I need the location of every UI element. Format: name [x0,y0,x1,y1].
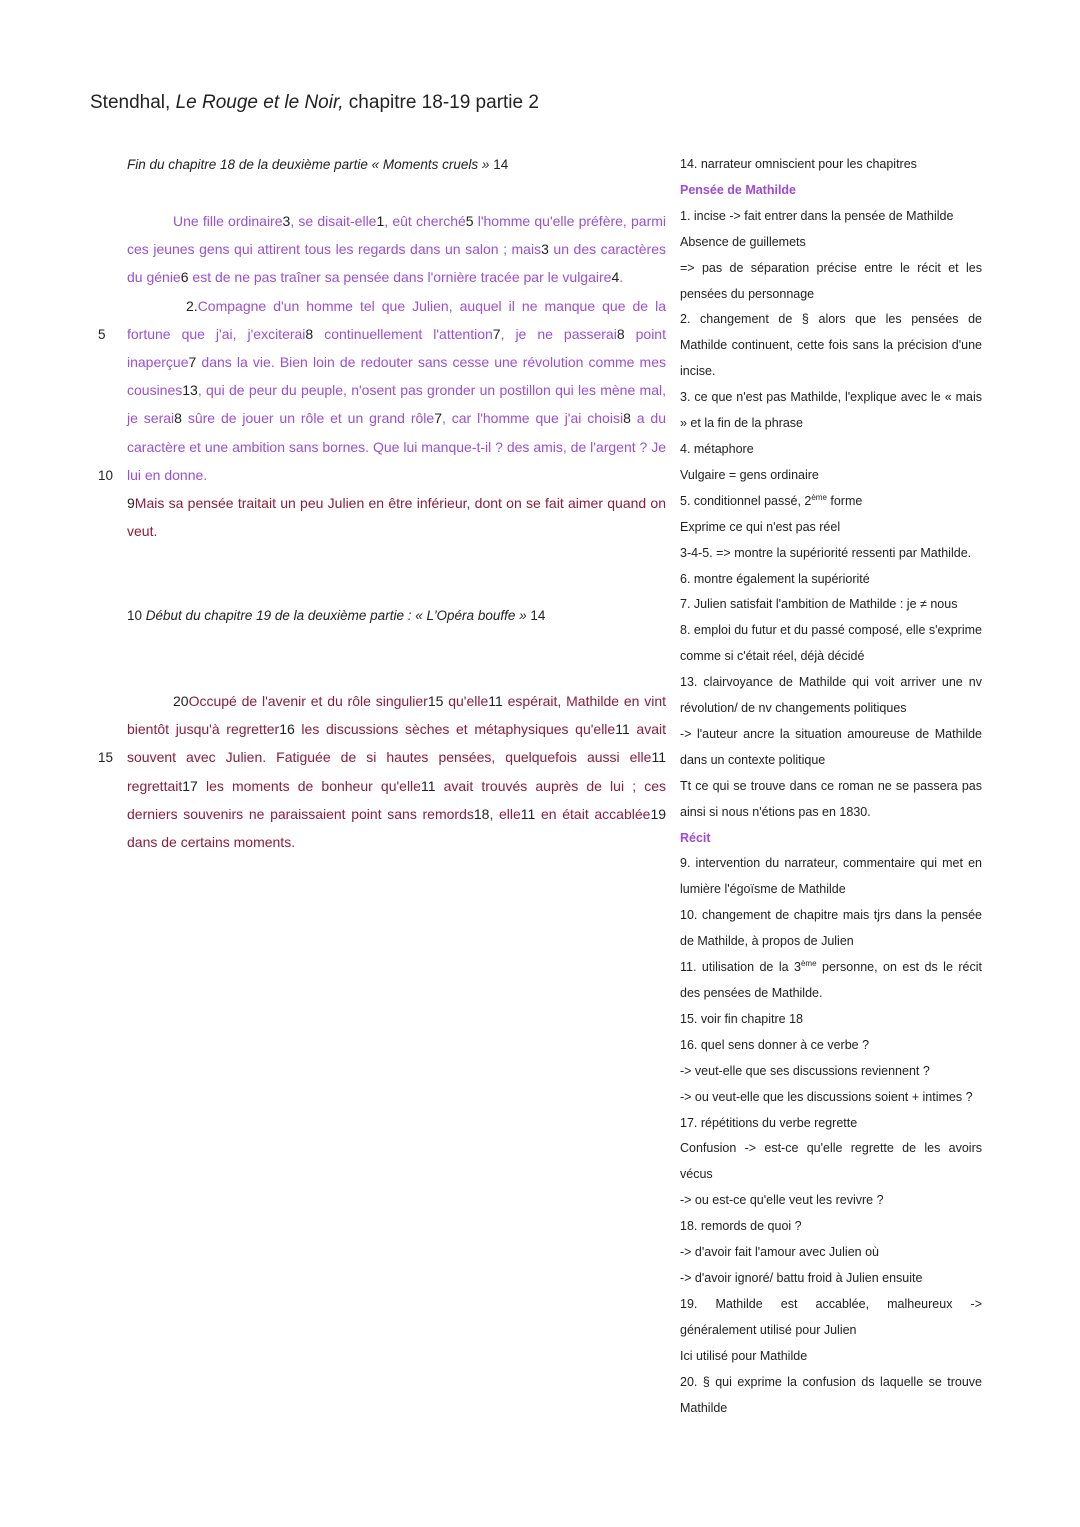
text-run: 11 [651,749,666,766]
text-run: en était accablée [535,805,651,822]
text-run: 4 [611,269,620,286]
text-run: un des caractères du génie [127,241,667,286]
text-run: avait souvent avec Julien. Fatiguée de si hautes pensées, quelquefois aussi elle [127,721,666,766]
text-run: 9 [127,495,135,512]
text-run: 6 [180,269,189,286]
note-line: -> ou veut-elle que les discussions soient + intimes ? [680,1089,973,1104]
text-run: sûre de jouer un rôle et un grand rôle [181,410,435,427]
text-run: 1 [376,213,385,229]
note-line: Tt ce qui se trouve dans ce roman ne se passera pas ainsi si nous n'étions pas en 1830. [680,778,982,819]
note-line: Confusion -> est-ce qu'elle regrette de les avoirs vécus [680,1141,982,1182]
text-run: 7 [434,410,442,427]
note-line: 19. Mathilde est accablée, malheureux -> généralement utilisé pour Julien [680,1296,982,1337]
note-line: -> veut-elle que ses discussions reviennent ? [680,1063,930,1078]
text-run: 13 [182,382,198,399]
text-run: 15 [427,693,444,709]
text-run: , eût cherché [384,213,466,229]
note-line: 3. ce que n'est pas Mathilde, l'explique avec le « mais » et la fin de la phrase [680,390,982,431]
note-line: 11. utilisation de la 3ème personne, on est ds le récit des pensées de Mathilde. [680,958,982,1000]
text-run: 7 [188,354,197,371]
note-line: 16. quel sens donner à ce verbe ? [680,1037,870,1052]
text-run: 8 [623,410,631,427]
line-number: 5 [98,327,106,342]
text-run: est de ne pas traîner sa pensée dans l'ornière tracée par le vulgaire [188,269,612,286]
text-run: Mais sa pensée traitait un peu Julien en être inférieur, dont on se fait aimer quand on veut. [127,495,666,540]
text-run: 3 [282,213,291,229]
text-run: , se disait-elle [290,213,377,229]
note-line: Ici utilisé pour Mathilde [680,1348,808,1363]
note-line: 17. répétitions du verbe regrette [680,1115,858,1130]
note-line: -> d'avoir fait l'amour avec Julien où [680,1245,879,1260]
section-heading-chapter-19: 10 Début du chapitre 19 de la deuxième partie : « L'Opéra bouffe » 14 [127,608,546,623]
text-run: 17 [182,777,198,794]
text-run: 8 [305,325,314,342]
note-line: 4. métaphore [680,441,754,456]
note-line: -> l'auteur ancre la situation amoureuse de Mathilde dans un contexte politique [680,726,982,767]
note-line: 10. changement de chapitre mais tjrs dans la pensée de Mathilde, à propos de Julien [680,908,982,949]
text-run: qu'elle [443,693,489,709]
text-run: les discussions sèches et métaphysiques qu'elle [294,721,616,738]
text-run: , qui de peur du peuple, n'osent pas gronder un postillon qui les mène mal, je serai [127,382,666,427]
line-number: 15 [98,750,114,765]
text-run: 11 [615,721,630,738]
text-run: avait trouvés auprès de lui ; ces derniers souvenirs ne paraissaient point sans remords [127,777,667,822]
text-run: Compagne d'un homme tel que Julien, auquel il ne manque que de la fortune que j'ai, j'exciterai [127,297,666,342]
note-line: -> ou est-ce qu'elle veut les revivre ? [680,1193,884,1208]
note-line: 14. narrateur omniscient pour les chapitres [680,157,917,171]
passage-paragraph [127,207,666,292]
text-run: , elle [489,805,521,822]
passage-chapter-19 [127,687,666,856]
text-run: 11 [420,777,436,794]
passage-chapter-18 [127,207,666,545]
note-line: Exprime ce qui n'est pas réel [680,519,841,534]
note-line: 6. montre également la supériorité [680,571,870,586]
note-line: 3-4-5. => montre la supériorité ressenti par Mathilde. [680,545,972,560]
text-run: , car l'homme que j'ai choisi [441,410,624,427]
annotation-notes [680,152,982,1421]
title-work: Le Rouge et le Noir, [175,92,344,113]
note-line: 18. remords de quoi ? [680,1219,802,1234]
text-run: Une fille ordinaire [173,213,283,229]
passage-paragraph [127,489,666,545]
note-line: 20. § qui exprime la confusion ds laquelle se trouve Mathilde [680,1374,982,1415]
text-run: regrettait [127,777,183,794]
text-run: , je ne passerai [500,325,617,342]
text-run: 8 [174,410,182,427]
text-run: 16 [279,721,295,738]
note-line: 7. Julien satisfait l'ambition de Mathilde : je ≠ nous [680,597,958,612]
title-rest: chapitre 18-19 partie 2 [343,92,539,113]
note-line: 1. incise -> fait entrer dans la pensée de Mathilde [680,208,954,223]
passage-paragraph [127,687,666,856]
text-run: . [619,269,624,286]
title-author: Stendhal, [90,92,176,113]
note-heading: Récit [680,830,711,845]
note-line: 8. emploi du futur et du passé composé, elle s'exprime comme si c'était réel, déjà décidé [680,623,982,664]
note-line: 9. intervention du narrateur, commentaire qui met en lumière l'égoïsme de Mathilde [680,856,982,897]
note-line: 5. conditionnel passé, 2ème forme [680,492,863,508]
line-number: 10 [98,468,114,483]
note-line: => pas de séparation précise entre le récit et les pensées du personnage [680,260,982,301]
text-run: 3 [541,241,549,258]
note-line: 2. changement de § alors que les pensées de Mathilde continuent, cette fois sans la précision d'une incise. [680,312,982,379]
text-run: Occupé de l'avenir et du rôle singulier [188,693,428,709]
text-run: dans de certains moments. [127,834,296,851]
text-run: 7 [492,325,501,342]
text-run: espérait, Mathilde en vint bientôt jusqu'à regretter [127,693,667,738]
text-run: 11 [488,693,503,709]
text-run: 20 [173,693,189,709]
text-run: 11 [520,805,536,822]
text-run: point inaperçue [127,325,666,371]
note-line: Absence de guillemets [680,234,806,249]
note-line: 13. clairvoyance de Mathilde qui voit arriver une nv révolution/ de nv changements politiques [680,675,982,716]
text-run: 19 [650,805,667,822]
text-run: a du caractère et une ambition sans bornes. Que lui manque-t-il ? des amis, de l'argent ? Je lui en donne. [127,410,666,483]
section-heading-chapter-18: Fin du chapitre 18 de la deuxième partie « Moments cruels » 14 [127,157,509,172]
text-run: 5 [465,213,474,229]
note-line: 15. voir fin chapitre 18 [680,1011,803,1026]
text-run: continuellement l'attention [313,325,493,342]
note-line: -> d'avoir ignoré/ battu froid à Julien ensuite [680,1270,923,1285]
text-run: l'homme qu'elle préfère, parmi ces jeunes gens qui attirent tous les regards dans un salon ; mais [127,213,666,258]
note-heading: Pensée de Mathilde [680,182,797,197]
text-run: dans la vie. Bien loin de redouter sans cesse une révolution comme mes cousines [127,354,666,399]
text-run: 18 [473,805,490,822]
text-run: 8 [616,325,625,342]
page-title [90,92,539,114]
passage-paragraph [127,292,666,489]
note-line: Vulgaire = gens ordinaire [680,467,819,482]
text-run: les moments de bonheur qu'elle [197,777,421,794]
text-run: 2. [186,297,198,314]
